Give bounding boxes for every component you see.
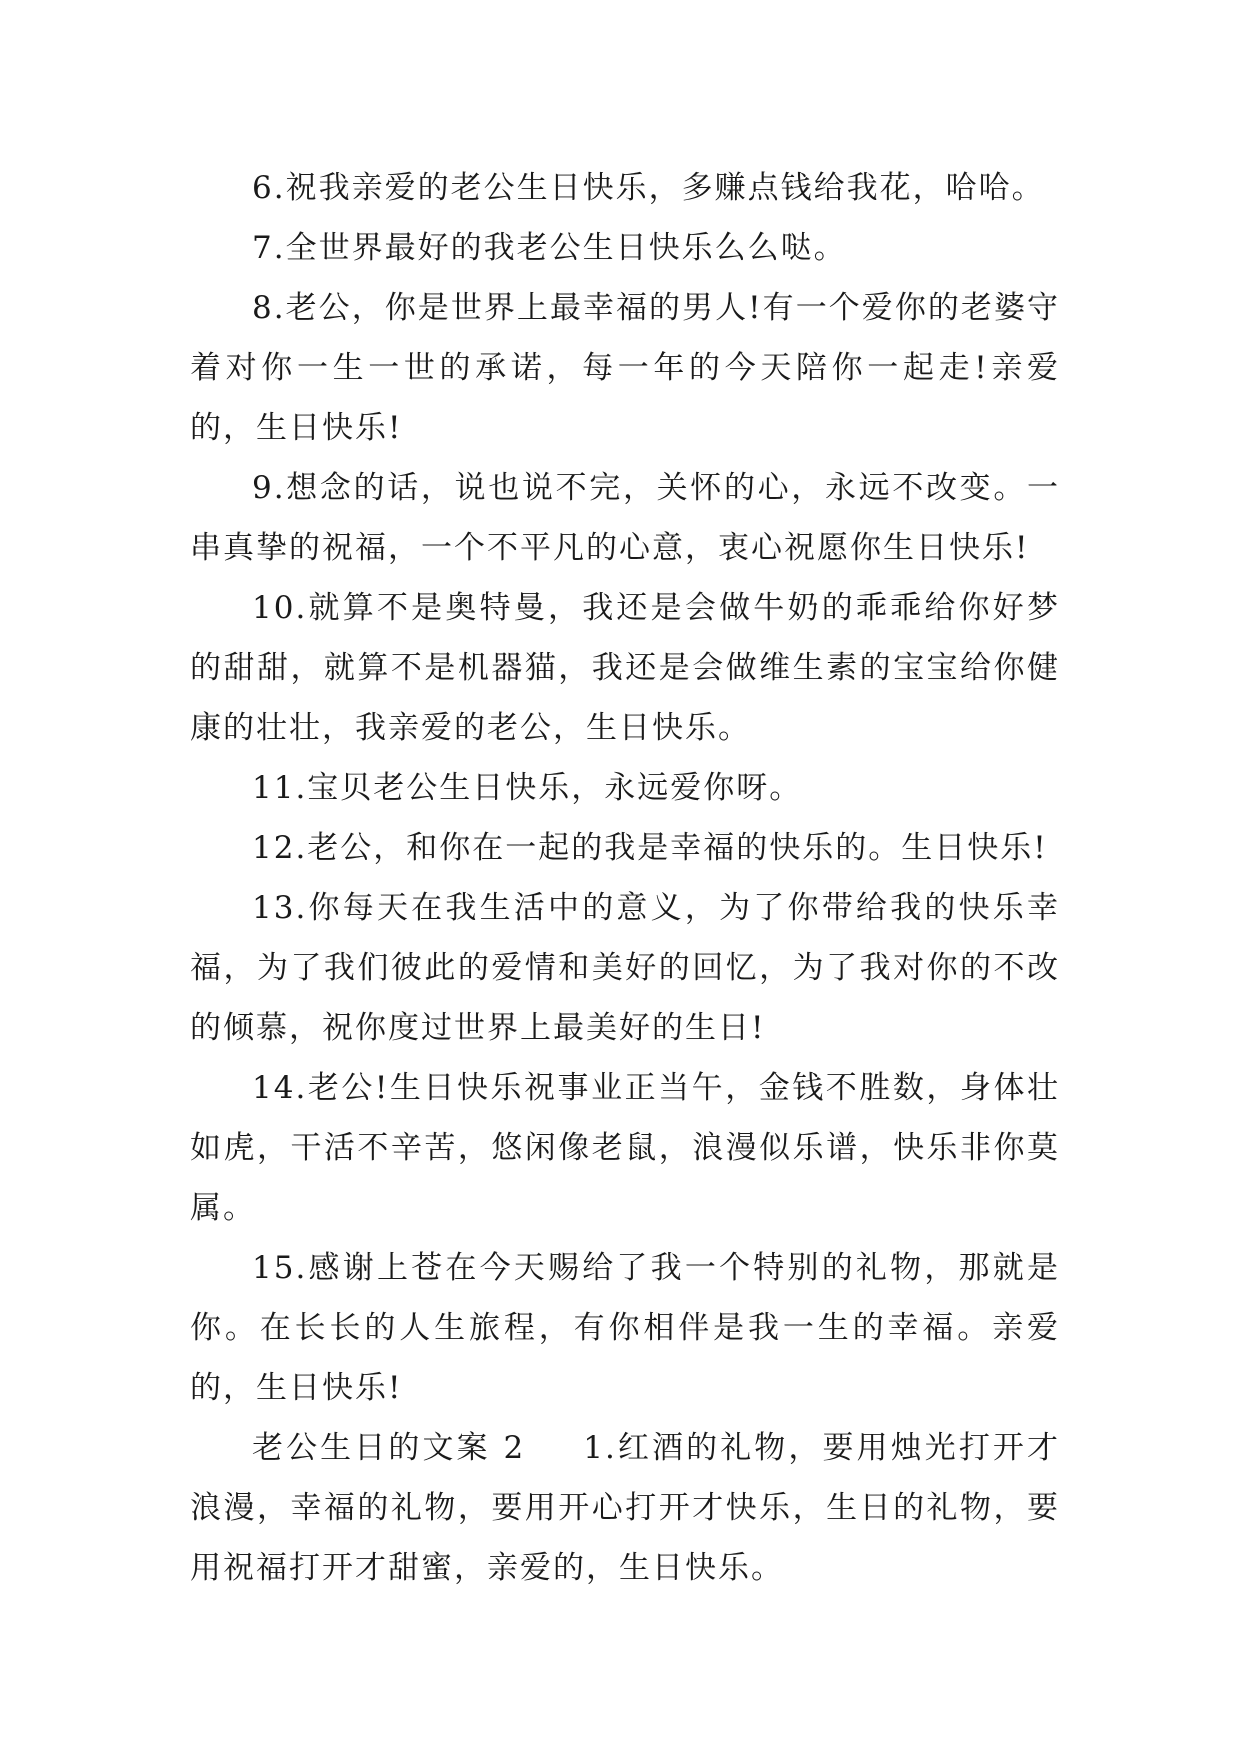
paragraph-10: 10.就算不是奥特曼，我还是会做牛奶的乖乖给你好梦的甜甜，就算不是机器猫，我还是会做维生素的宝宝给你健康的壮壮，我亲爱的老公，生日快乐。 [190, 590, 1060, 746]
section-first-paragraph: 1.红酒的礼物，要用烛光打开才浪漫，幸福的礼物，要用开心打开才快乐，生日的礼物，要用祝福打开才甜蜜，亲爱的，生日快乐。 [190, 1430, 1060, 1586]
section-heading: 老公生日的文案 2 [252, 1430, 526, 1466]
section-paragraph [190, 1418, 1060, 1598]
paragraph-15: 15.感谢上苍在今天赐给了我一个特别的礼物，那就是你。在长长的人生旅程，有你相伴是我一生的幸福。亲爱的，生日快乐! [190, 1250, 1060, 1406]
paragraph-9: 9.想念的话，说也说不完，关怀的心，永远不改变。一串真挚的祝福，一个不平凡的心意，衷心祝愿你生日快乐! [190, 470, 1060, 566]
paragraph-6: 6.祝我亲爱的老公生日快乐，多赚点钱给我花，哈哈。 [252, 170, 1045, 206]
paragraph-14: 14.老公!生日快乐祝事业正当午，金钱不胜数，身体壮如虎，干活不辛苦，悠闲像老鼠，浪漫似乐谱，快乐非你莫属。 [190, 1070, 1060, 1226]
paragraph-7: 7.全世界最好的我老公生日快乐么么哒。 [252, 230, 847, 266]
document-body [190, 158, 1060, 1598]
paragraph-12: 12.老公，和你在一起的我是幸福的快乐的。生日快乐! [252, 830, 1048, 866]
paragraph-8: 8.老公，你是世界上最幸福的男人!有一个爱你的老婆守着对你一生一世的承诺，每一年的今天陪你一起走!亲爱的，生日快乐! [190, 290, 1060, 446]
paragraph-13: 13.你每天在我生活中的意义，为了你带给我的快乐幸福，为了我们彼此的爱情和美好的回忆，为了我对你的不改的倾慕，祝你度过世界上最美好的生日! [190, 890, 1060, 1046]
paragraph-11: 11.宝贝老公生日快乐，永远爱你呀。 [252, 770, 803, 806]
